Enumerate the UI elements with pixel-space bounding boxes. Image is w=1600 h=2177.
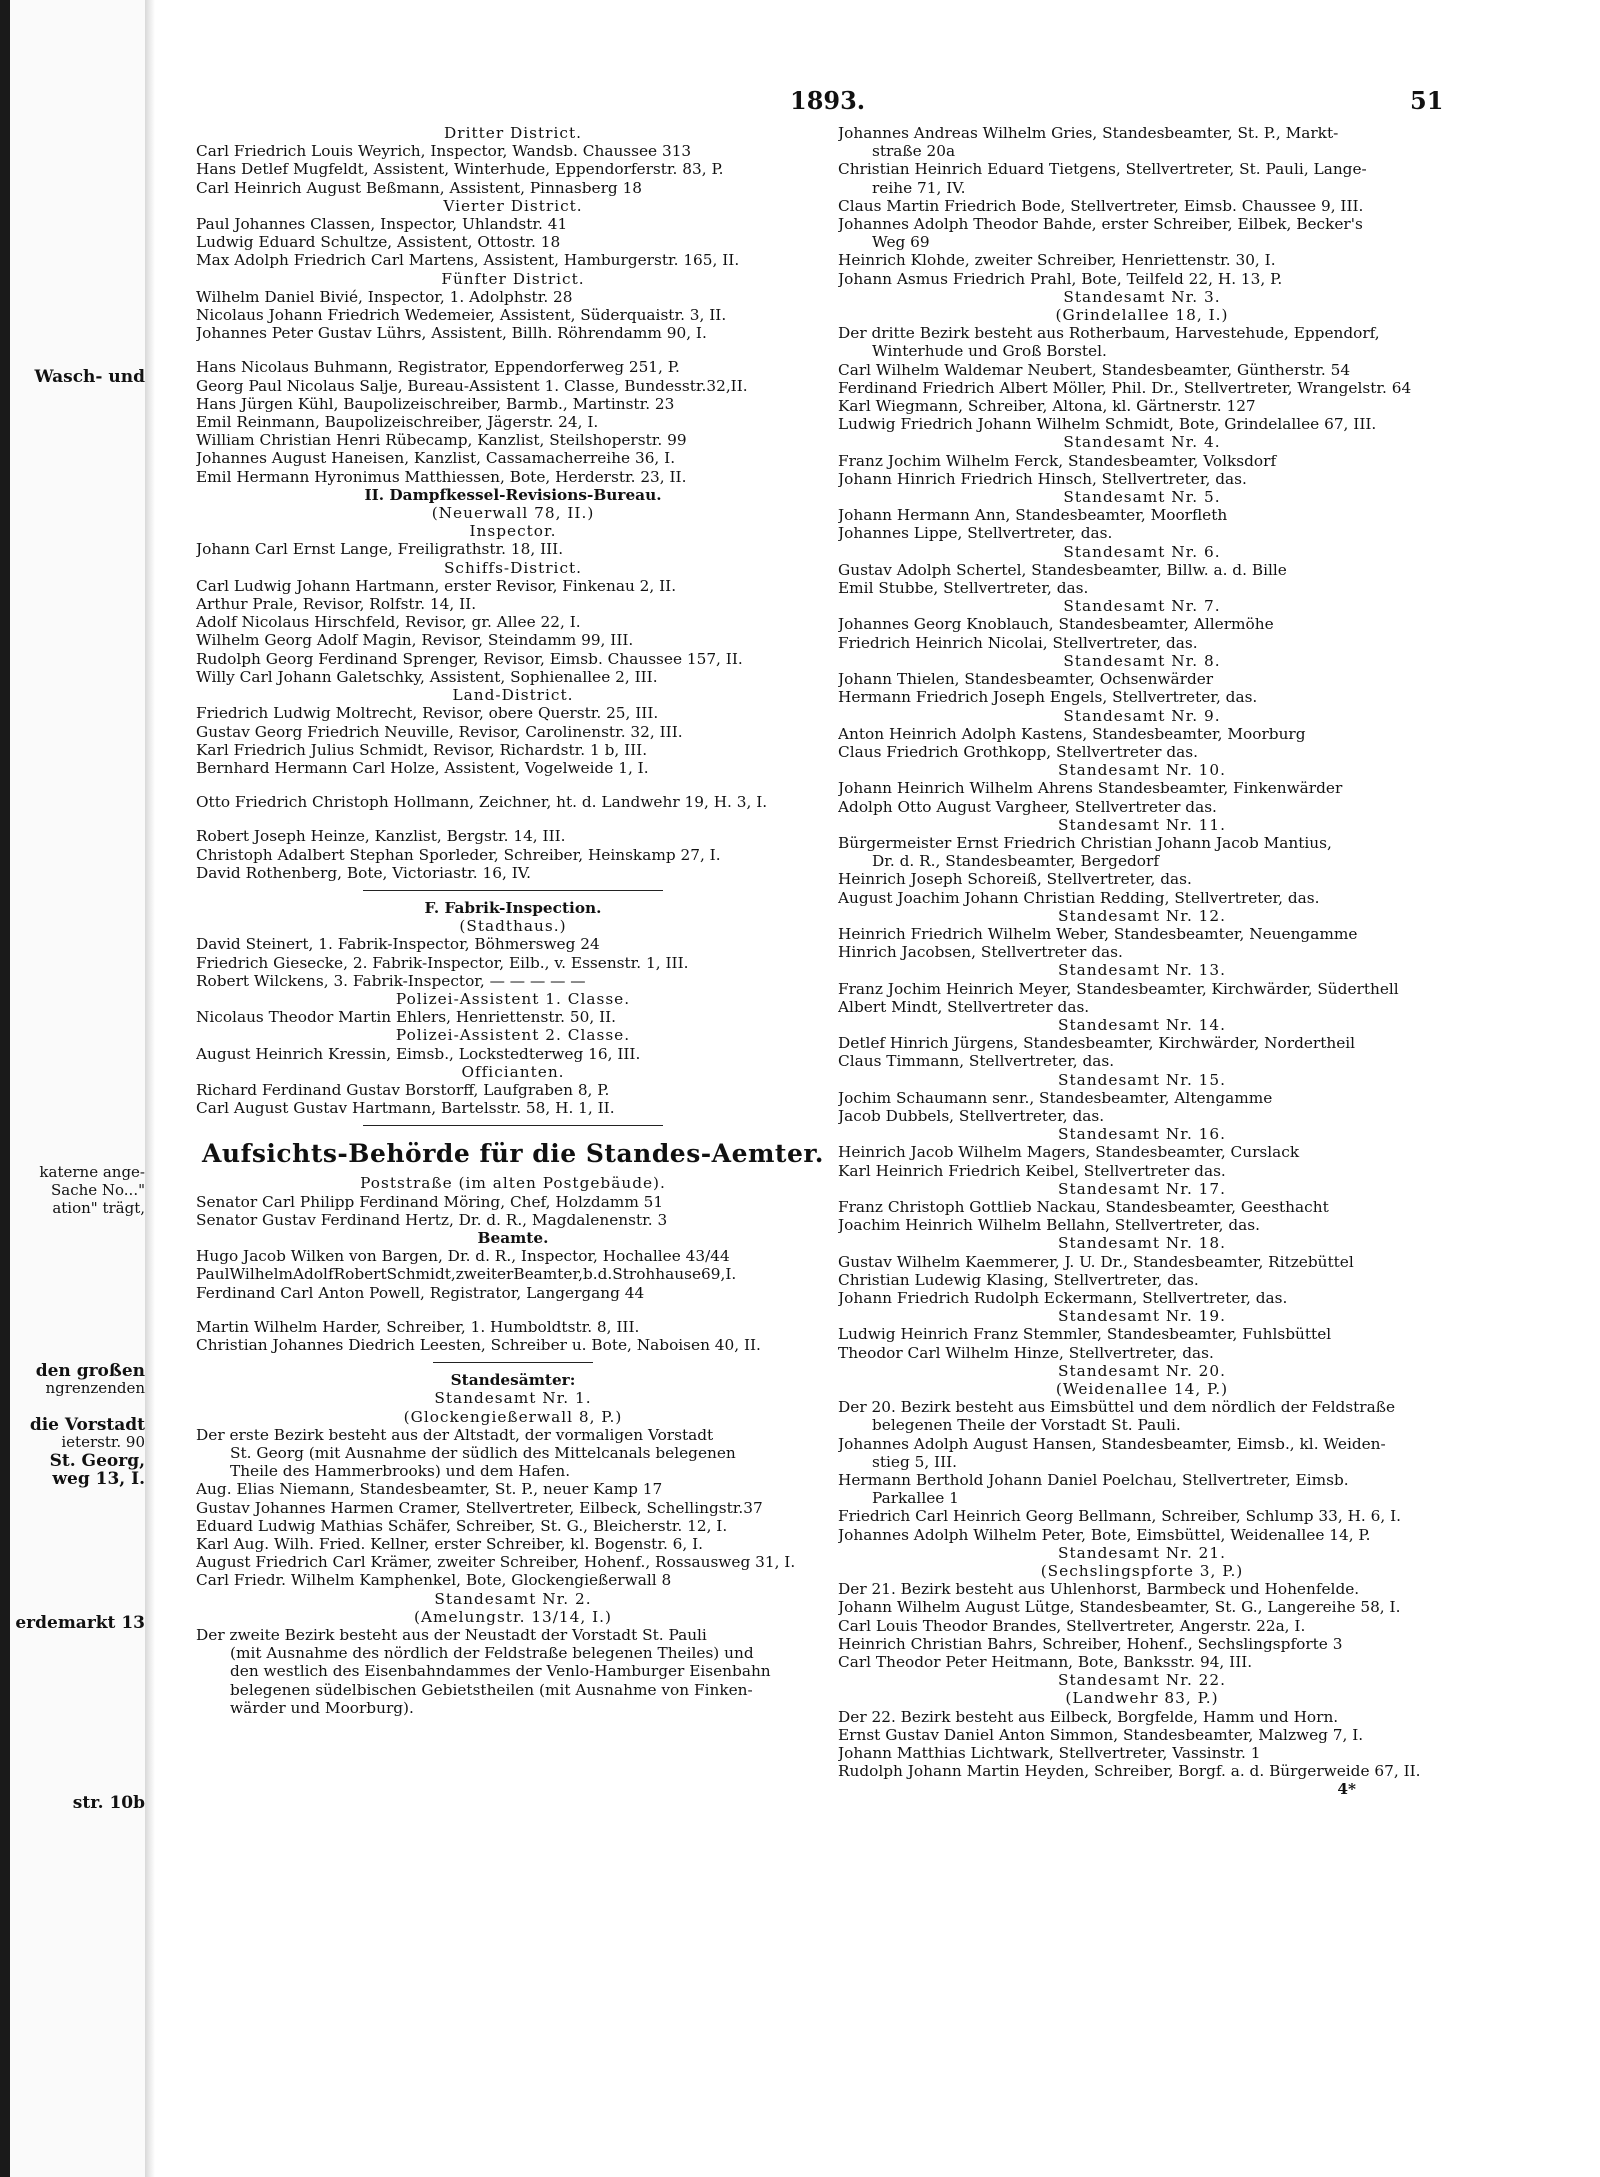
entry-line: Heinrich Christian Bahrs, Schreiber, Hohenf., Sechslingspforte 3: [838, 1634, 1343, 1653]
entry-line: David Steinert, 1. Fabrik-Inspector, Böhmersweg 24: [196, 935, 600, 954]
right-column: [838, 124, 1446, 1799]
section-heading: Standesamt Nr. 21.: [1058, 1543, 1226, 1562]
entry-line: Martin Wilhelm Harder, Schreiber, 1. Humboldtstr. 8, III.: [196, 1317, 640, 1336]
entry-line: Heinrich Joseph Schoreiß, Stellvertreter, das.: [838, 870, 1192, 889]
section-heading: Standesamt Nr. 8.: [1063, 651, 1221, 670]
entry-line: Ferdinand Carl Anton Powell, Registrator, Langergang 44: [196, 1283, 645, 1302]
entry-line: Emil Hermann Hyronimus Matthiessen, Bote, Herderstr. 23, II.: [196, 467, 687, 486]
book-edge: [0, 0, 10, 2177]
entry-line: Robert Wilckens, 3. Fabrik-Inspector, — — — — —: [196, 971, 586, 990]
entry-line: Johannes Lippe, Stellvertreter, das.: [838, 524, 1113, 543]
entry-line: Franz Jochim Heinrich Meyer, Standesbeamter, Kirchwärder, Süderthell: [838, 979, 1399, 998]
entry-line: Johannes August Haneisen, Kanzlist, Cassamacherreihe 36, I.: [196, 449, 676, 468]
entry-line: Nicolaus Theodor Martin Ehlers, Henriettenstr. 50, II.: [196, 1008, 617, 1027]
signature-mark: 4*: [1337, 1780, 1356, 1799]
entry-line: Adolf Nicolaus Hirschfeld, Revisor, gr. Allee 22, I.: [196, 613, 581, 632]
entry-line: Hermann Berthold Johann Daniel Poelchau, Stellvertreter, Eimsb.: [838, 1471, 1349, 1490]
entry-line: Bernhard Hermann Carl Holze, Assistent, Vogelweide 1, I.: [196, 758, 649, 777]
entry-line: Georg Paul Nicolaus Salje, Bureau-Assistent 1. Classe, Bundesstr.32,II.: [196, 376, 748, 395]
entry-line: Carl Theodor Peter Heitmann, Bote, Banksstr. 94, III.: [838, 1653, 1253, 1672]
section-heading: (Amelungstr. 13/14, I.): [414, 1607, 612, 1626]
entry-line: Wilhelm Daniel Bivié, Inspector, 1. Adolphstr. 28: [196, 287, 573, 306]
entry-line: Heinrich Friedrich Wilhelm Weber, Standesbeamter, Neuengamme: [838, 924, 1358, 943]
entry-line: Franz Christoph Gottlieb Nackau, Standesbeamter, Geesthacht: [838, 1197, 1329, 1216]
entry-line: wärder und Moorburg).: [230, 1698, 414, 1717]
entry-line: Anton Heinrich Adolph Kastens, Standesbeamter, Moorburg: [838, 724, 1306, 743]
previous-page-text: weg 13, I.: [52, 1469, 145, 1489]
entry-line: Richard Ferdinand Gustav Borstorff, Laufgraben 8, P.: [196, 1080, 610, 1099]
section-heading: Standesamt Nr. 15.: [1058, 1070, 1226, 1089]
previous-page-text: Sache No...": [50, 1181, 145, 1199]
entry-line: Weg 69: [872, 233, 930, 252]
section-heading: Polizei-Assistent 1. Classe.: [395, 989, 631, 1008]
entry-line: Der dritte Bezirk besteht aus Rotherbaum, Harvestehude, Eppendorf,: [838, 324, 1380, 343]
entry-line: Der 22. Bezirk besteht aus Eilbeck, Borgfelde, Hamm und Horn.: [838, 1707, 1339, 1726]
entry-line: Christian Johannes Diedrich Leesten, Schreiber u. Bote, Naboisen 40, II.: [196, 1335, 761, 1354]
entry-line: Johann Wilhelm August Lütge, Standesbeamter, St. G., Langereihe 58, I.: [838, 1598, 1401, 1617]
entry-line: Der zweite Bezirk besteht aus der Neustadt der Vorstadt St. Pauli: [196, 1626, 707, 1645]
previous-page-text: ation" trägt,: [52, 1199, 145, 1217]
entry-line: straße 20a: [872, 142, 956, 161]
entry-line: Johann Carl Ernst Lange, Freiligrathstr. 18, III.: [196, 540, 564, 559]
spacer: [196, 1302, 830, 1318]
entry-line: Otto Friedrich Christoph Hollmann, Zeichner, ht. d. Landwehr 19, H. 3, I.: [196, 793, 768, 812]
section-heading: Officianten.: [461, 1062, 565, 1081]
entry-line: Johannes Adolph Wilhelm Peter, Bote, Eimsbüttel, Weidenallee 14, P.: [838, 1525, 1371, 1544]
entry-line: Wilhelm Georg Adolf Magin, Revisor, Steindamm 99, III.: [196, 631, 634, 650]
department-heading: Beamte.: [477, 1228, 549, 1247]
entry-line: Johann Thielen, Standesbeamter, Ochsenwärder: [838, 670, 1214, 689]
entry-line: PaulWilhelmAdolfRobertSchmidt,zweiterBeamter,b.d.Strohhause69,I.: [196, 1265, 737, 1284]
entry-line: Carl Friedr. Wilhelm Kamphenkel, Bote, Glockengießerwall 8: [196, 1571, 672, 1590]
entry-line: Johannes Peter Gustav Lührs, Assistent, Billh. Röhrendamm 90, I.: [196, 324, 707, 343]
section-heading: Standesamt Nr. 7.: [1063, 597, 1221, 616]
entry-line: Emil Stubbe, Stellvertreter, das.: [838, 579, 1089, 598]
section-heading: Standesamt Nr. 11.: [1058, 815, 1226, 834]
entry-line: Jochim Schaumann senr., Standesbeamter, Altengamme: [838, 1088, 1273, 1107]
entry-line: Theodor Carl Wilhelm Hinze, Stellvertreter, das.: [838, 1343, 1214, 1362]
entry-line: Ferdinand Friedrich Albert Möller, Phil. Dr., Stellvertreter, Wrangelstr. 64: [838, 378, 1412, 397]
section-heading: (Stadthaus.): [459, 917, 567, 936]
section-heading: Standesamt Nr. 3.: [1063, 287, 1221, 306]
entry-line: Aug. Elias Niemann, Standesbeamter, St. P., neuer Kamp 17: [196, 1480, 663, 1499]
page-fold-shadow: [145, 0, 155, 2177]
entry-line: Johann Asmus Friedrich Prahl, Bote, Teilfeld 22, H. 13, P.: [838, 269, 1283, 288]
entry-line: Bürgermeister Ernst Friedrich Christian Johann Jacob Mantius,: [838, 833, 1332, 852]
previous-page-fragment: [10, 0, 145, 2177]
entry-line: Gustav Wilhelm Kaemmerer, J. U. Dr., Standesbeamter, Ritzebüttel: [838, 1252, 1354, 1271]
entry-line: Willy Carl Johann Galetschky, Assistent, Sophienallee 2, III.: [196, 667, 658, 686]
spacer: [196, 342, 830, 358]
section-heading: Standesamt Nr. 13.: [1058, 961, 1226, 980]
section-heading: (Grindelallee 18, I.): [1055, 306, 1229, 325]
entry-line: reihe 71, IV.: [872, 178, 966, 197]
entry-line: Karl Friedrich Julius Schmidt, Revisor, Richardstr. 1 b, III.: [196, 740, 648, 759]
entry-line: Johannes Adolph Theodor Bahde, erster Schreiber, Eilbek, Becker's: [838, 215, 1363, 234]
entry-line: Johann Matthias Lichtwark, Stellvertreter, Vassinstr. 1: [838, 1744, 1261, 1763]
section-heading: Land-District.: [452, 686, 574, 705]
entry-line: Friedrich Ludwig Moltrecht, Revisor, obere Querstr. 25, III.: [196, 704, 659, 723]
previous-page-text: katerne ange-: [39, 1163, 145, 1181]
section-heading: Standesamt Nr. 2.: [434, 1589, 592, 1608]
entry-line: Hans Detlef Mugfeldt, Assistent, Winterhude, Eppendorferstr. 83, P.: [196, 160, 724, 179]
entry-line: Johann Hinrich Friedrich Hinsch, Stellvertreter, das.: [838, 469, 1247, 488]
entry-line: belegenen Theile der Vorstadt St. Pauli.: [872, 1416, 1181, 1435]
entry-line: Franz Jochim Wilhelm Ferck, Standesbeamter, Volksdorf: [838, 451, 1277, 470]
section-rule: [433, 1362, 593, 1363]
entry-line: Rudolph Georg Ferdinand Sprenger, Revisor, Eimsb. Chaussee 157, II.: [196, 649, 743, 668]
entry-line: Arthur Prale, Revisor, Rolfstr. 14, II.: [196, 595, 477, 614]
entry-line: Der 21. Bezirk besteht aus Uhlenhorst, Barmbeck und Hohenfelde.: [838, 1580, 1360, 1599]
section-rule: [363, 890, 663, 891]
entry-line: Christian Ludewig Klasing, Stellvertreter, das.: [838, 1270, 1199, 1289]
section-heading: Inspector.: [469, 522, 557, 541]
section-heading: Standesamt Nr. 16.: [1058, 1125, 1226, 1144]
entry-line: Heinrich Jacob Wilhelm Magers, Standesbeamter, Curslack: [838, 1143, 1300, 1162]
entry-line: Detlef Hinrich Jürgens, Standesbeamter, Kirchwärder, Nordertheil: [838, 1034, 1356, 1053]
section-rule: [363, 1125, 663, 1126]
spacer: [196, 777, 830, 793]
previous-page-text: die Vorstadt: [29, 1415, 145, 1435]
entry-line: Theile des Hammerbrooks) und dem Hafen.: [230, 1462, 571, 1481]
entry-line: Carl Ludwig Johann Hartmann, erster Revisor, Finkenau 2, II.: [196, 576, 677, 595]
entry-line: Carl Wilhelm Waldemar Neubert, Standesbeamter, Güntherstr. 54: [838, 360, 1351, 379]
running-head-year: 1893.: [790, 86, 866, 115]
entry-line: Heinrich Klohde, zweiter Schreiber, Henriettenstr. 30, I.: [838, 251, 1276, 270]
entry-line: Johannes Adolph August Hansen, Standesbeamter, Eimsb., kl. Weiden-: [838, 1434, 1386, 1453]
entry-line: August Friedrich Carl Krämer, zweiter Schreiber, Hohenf., Rossausweg 31, I.: [196, 1553, 796, 1572]
section-heading: Standesamt Nr. 10.: [1058, 761, 1226, 780]
entry-line: Christian Heinrich Eduard Tietgens, Stellvertreter, St. Pauli, Lange-: [838, 160, 1367, 179]
section-heading: Dritter District.: [444, 124, 582, 142]
entry-line: St. Georg (mit Ausnahme der südlich des Mittelcanals belegenen: [230, 1444, 736, 1462]
section-heading: Schiffs-District.: [443, 558, 583, 577]
section-heading: Standesamt Nr. 9.: [1063, 706, 1221, 725]
entry-line: Der 20. Bezirk besteht aus Eimsbüttel und dem nördlich der Feldstraße: [838, 1398, 1396, 1417]
department-heading: Standesämter:: [450, 1371, 576, 1390]
entry-line: Eduard Ludwig Mathias Schäfer, Schreiber, St. G., Bleicherstr. 12, I.: [196, 1516, 728, 1535]
section-heading: Standesamt Nr. 4.: [1063, 433, 1221, 452]
spacer: [196, 811, 830, 827]
entry-line: belegenen südelbischen Gebietstheilen (mit Ausnahme von Finken-: [230, 1680, 753, 1699]
entry-line: Robert Joseph Heinze, Kanzlist, Bergstr. 14, III.: [196, 827, 566, 846]
previous-page-text: str. 10b: [72, 1793, 145, 1813]
left-column: [196, 124, 830, 1717]
section-heading: Polizei-Assistent 2. Classe.: [395, 1026, 631, 1045]
entry-line: Karl Heinrich Friedrich Keibel, Stellvertreter das.: [838, 1161, 1226, 1180]
entry-line: Carl August Gustav Hartmann, Bartelsstr. 58, H. 1, II.: [196, 1099, 615, 1118]
entry-line: Max Adolph Friedrich Carl Martens, Assistent, Hamburgerstr. 165, II.: [196, 251, 740, 270]
entry-line: Hermann Friedrich Joseph Engels, Stellvertreter, das.: [838, 688, 1258, 707]
entry-line: den westlich des Eisenbahndammes der Venlo-Hamburger Eisenbahn: [230, 1662, 771, 1681]
section-heading: Poststraße (im alten Postgebäude).: [360, 1174, 666, 1193]
section-heading: Standesamt Nr. 19.: [1058, 1307, 1226, 1326]
entry-line: Dr. d. R., Standesbeamter, Bergedorf: [872, 852, 1159, 871]
previous-page-text: St. Georg,: [49, 1451, 145, 1471]
department-heading: F. Fabrik-Inspection.: [424, 898, 602, 917]
main-heading: Aufsichts-Behörde für die Standes-Aemter.: [202, 1139, 824, 1169]
section-heading: Standesamt Nr. 20.: [1058, 1361, 1226, 1380]
entry-line: Johann Friedrich Rudolph Eckermann, Stellvertreter, das.: [838, 1289, 1288, 1307]
section-heading: Standesamt Nr. 17.: [1058, 1179, 1226, 1198]
entry-line: David Rothenberg, Bote, Victoriastr. 16, IV.: [196, 863, 531, 882]
entry-line: Karl Aug. Wilh. Fried. Kellner, erster Schreiber, kl. Bogenstr. 6, I.: [196, 1535, 704, 1554]
entry-line: Parkallee 1: [872, 1489, 959, 1508]
entry-line: Gustav Johannes Harmen Cramer, Stellvertreter, Eilbeck, Schellingstr.37: [196, 1498, 763, 1517]
previous-page-text: Wasch- und: [34, 367, 145, 387]
section-heading: Fünfter District.: [441, 269, 585, 288]
entry-line: Friedrich Carl Heinrich Georg Bellmann, Schreiber, Schlump 33, H. 6, I.: [838, 1507, 1402, 1526]
entry-line: Senator Gustav Ferdinand Hertz, Dr. d. R., Magdalenenstr. 3: [196, 1210, 668, 1229]
entry-line: Ludwig Eduard Schultze, Assistent, Ottostr. 18: [196, 233, 561, 252]
section-heading: Vierter District.: [443, 196, 583, 215]
entry-line: Hugo Jacob Wilken von Bargen, Dr. d. R., Inspector, Hochallee 43/44: [196, 1247, 730, 1266]
previous-page-text: ieterstr. 90: [61, 1433, 145, 1451]
entry-line: Ludwig Friedrich Johann Wilhelm Schmidt, Bote, Grindelallee 67, III.: [838, 415, 1377, 434]
section-heading: Standesamt Nr. 14.: [1058, 1015, 1226, 1034]
entry-line: Albert Mindt, Stellvertreter das.: [838, 997, 1090, 1016]
entry-line: Hinrich Jacobsen, Stellvertreter das.: [838, 943, 1123, 962]
entry-line: Johann Hermann Ann, Standesbeamter, Moorfleth: [838, 506, 1228, 525]
page-number: 51: [1410, 86, 1444, 115]
entry-line: William Christian Henri Rübecamp, Kanzlist, Steilshoperstr. 99: [196, 431, 687, 450]
entry-line: Johannes Georg Knoblauch, Standesbeamter, Allermöhe: [838, 615, 1274, 634]
entry-line: Christoph Adalbert Stephan Sporleder, Schreiber, Heinskamp 27, I.: [196, 845, 721, 864]
entry-line: Carl Louis Theodor Brandes, Stellvertreter, Angerstr. 22a, I.: [838, 1616, 1306, 1635]
entry-line: August Heinrich Kressin, Eimsb., Lockstedterweg 16, III.: [196, 1044, 641, 1063]
entry-line: Karl Wiegmann, Schreiber, Altona, kl. Gärtnerstr. 127: [838, 397, 1256, 416]
entry-line: August Joachim Johann Christian Redding, Stellvertreter, das.: [838, 888, 1320, 907]
entry-line: Jacob Dubbels, Stellvertreter, das.: [838, 1106, 1105, 1125]
entry-line: Johannes Andreas Wilhelm Gries, Standesbeamter, St. P., Markt-: [838, 124, 1339, 142]
section-heading: Standesamt Nr. 22.: [1058, 1671, 1226, 1690]
entry-line: Hans Jürgen Kühl, Baupolizeischreiber, Barmb., Martinstr. 23: [196, 394, 675, 413]
entry-line: Friedrich Heinrich Nicolai, Stellvertreter, das.: [838, 633, 1198, 652]
entry-line: Nicolaus Johann Friedrich Wedemeier, Assistent, Süderquaistr. 3, II.: [196, 306, 727, 325]
entry-line: Gustav Georg Friedrich Neuville, Revisor, Carolinenstr. 32, III.: [196, 722, 683, 741]
entry-line: Adolph Otto August Vargheer, Stellvertreter das.: [838, 797, 1217, 816]
section-heading: Standesamt Nr. 1.: [434, 1389, 592, 1408]
department-heading: II. Dampfkessel-Revisions-Bureau.: [364, 485, 662, 504]
entry-line: Ernst Gustav Daniel Anton Simmon, Standesbeamter, Malzweg 7, I.: [838, 1725, 1364, 1744]
entry-line: Der erste Bezirk besteht aus der Altstadt, der vormaligen Vorstadt: [196, 1425, 714, 1444]
entry-line: Rudolph Johann Martin Heyden, Schreiber, Borgf. a. d. Bürgerweide 67, II.: [838, 1762, 1421, 1781]
section-heading: Standesamt Nr. 12.: [1058, 906, 1226, 925]
entry-line: Claus Timmann, Stellvertreter, das.: [838, 1052, 1115, 1071]
section-heading: (Landwehr 83, P.): [1065, 1689, 1219, 1708]
entry-line: Winterhude und Groß Borstel.: [872, 342, 1107, 361]
entry-line: Johann Heinrich Wilhelm Ahrens Standesbeamter, Finkenwärder: [838, 779, 1343, 798]
entry-line: Hans Nicolaus Buhmann, Registrator, Eppendorferweg 251, P.: [196, 358, 680, 377]
section-heading: Standesamt Nr. 18.: [1058, 1234, 1226, 1253]
entry-line: Emil Reinmann, Baupolizeischreiber, Jägerstr. 24, I.: [196, 413, 599, 432]
section-heading: (Weidenallee 14, P.): [1055, 1380, 1229, 1399]
entry-line: Carl Friedrich Louis Weyrich, Inspector, Wandsb. Chaussee 313: [196, 142, 692, 161]
entry-line: Gustav Adolph Schertel, Standesbeamter, Billw. a. d. Bille: [838, 560, 1287, 579]
entry-line: stieg 5, III.: [872, 1452, 958, 1471]
entry-line: Senator Carl Philipp Ferdinand Möring, Chef, Holzdamm 51: [196, 1192, 664, 1211]
previous-page-text: erdemarkt 13: [15, 1613, 145, 1633]
section-heading: Standesamt Nr. 5.: [1063, 488, 1221, 507]
entry-line: Joachim Heinrich Wilhelm Bellahn, Stellvertreter, das.: [838, 1216, 1260, 1235]
entry-line: Friedrich Giesecke, 2. Fabrik-Inspector, Eilb., v. Essenstr. 1, III.: [196, 953, 689, 972]
entry-line: (mit Ausnahme des nördlich der Feldstraße belegenen Theiles) und: [230, 1644, 754, 1663]
entry-line: Carl Heinrich August Beßmann, Assistent, Pinnasberg 18: [196, 178, 643, 197]
previous-page-text: ngrenzenden: [45, 1379, 145, 1397]
previous-page-text: den großen: [35, 1361, 145, 1381]
entry-line: Ludwig Heinrich Franz Stemmler, Standesbeamter, Fuhlsbüttel: [838, 1325, 1332, 1344]
section-heading: (Glockengießerwall 8, P.): [403, 1407, 623, 1426]
section-heading: Standesamt Nr. 6.: [1063, 542, 1221, 561]
entry-line: Claus Friedrich Grothkopp, Stellvertreter das.: [838, 742, 1198, 761]
section-heading: (Neuerwall 78, II.): [431, 504, 595, 523]
section-heading: (Sechslingspforte 3, P.): [1040, 1562, 1244, 1581]
entry-line: Paul Johannes Classen, Inspector, Uhlandstr. 41: [196, 215, 568, 234]
entry-line: Claus Martin Friedrich Bode, Stellvertreter, Eimsb. Chaussee 9, III.: [838, 196, 1364, 215]
